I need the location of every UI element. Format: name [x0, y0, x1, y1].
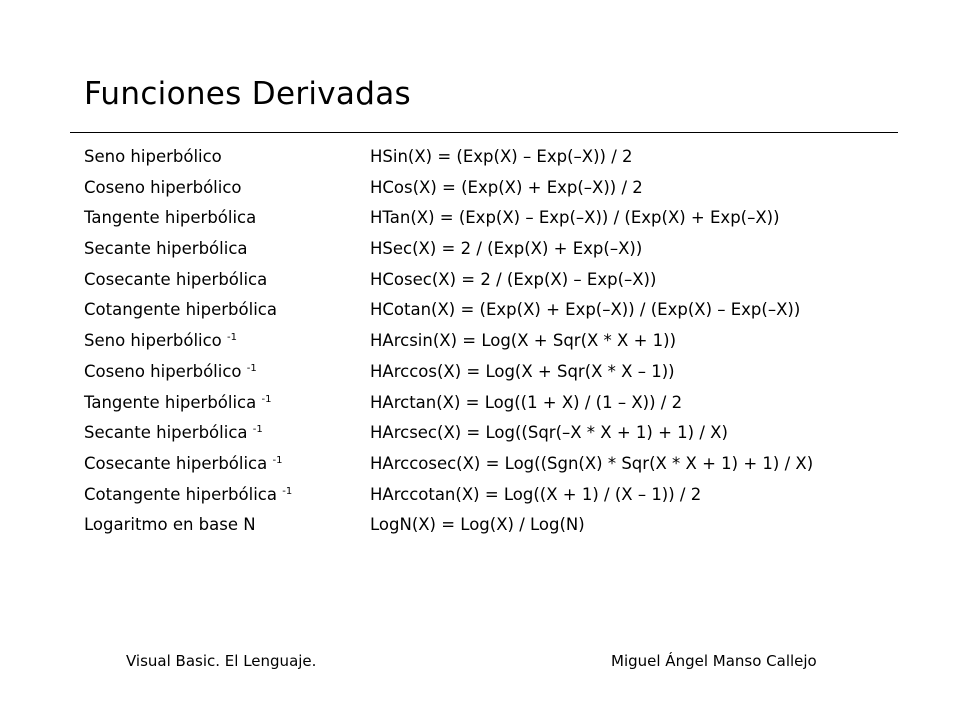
function-row [84, 142, 914, 173]
function-name: Secante hiperbólica [84, 239, 248, 259]
function-name: Coseno hiperbólico [84, 177, 242, 197]
function-name: Cotangente hiperbólica [84, 300, 277, 320]
function-row [84, 480, 914, 511]
function-row [84, 295, 914, 326]
function-row [84, 326, 914, 357]
function-formula: HCotan(X) = (Exp(X) + Exp(–X)) / (Exp(X) – Exp(–X)) [370, 300, 801, 320]
title-divider [70, 132, 898, 133]
function-name: Cosecante hiperbólica $^{-1}$ [84, 453, 283, 473]
function-name: Cosecante hiperbólica [84, 269, 268, 289]
footer-author: Miguel Ángel Manso Callejo [611, 652, 817, 670]
function-formula: HArccotan(X) = Log((X + 1) / (X – 1)) / 2 [370, 484, 702, 504]
function-list [84, 142, 914, 541]
function-row [84, 265, 914, 296]
function-formula: HArccosec(X) = Log((Sgn(X) * Sqr(X * X + 1) + 1) / X) [370, 453, 814, 473]
function-formula: HSin(X) = (Exp(X) – Exp(–X)) / 2 [370, 147, 633, 166]
function-row [84, 449, 914, 480]
function-name: Secante hiperbólica $^{-1}$ [84, 423, 263, 443]
function-name: Seno hiperbólico [84, 147, 222, 166]
function-name: Logaritmo en base N [84, 515, 256, 535]
footer-book-title: Visual Basic. El Lenguaje. [126, 652, 317, 670]
function-name: Coseno hiperbólico $^{-1}$ [84, 361, 257, 381]
function-row [84, 388, 914, 419]
function-row [84, 510, 914, 541]
function-formula: HArcsec(X) = Log((Sqr(–X * X + 1) + 1) / X) [370, 423, 728, 443]
function-name: Seno hiperbólico $^{-1}$ [84, 331, 238, 351]
function-formula: HArcsin(X) = Log(X + Sqr(X * X + 1)) [370, 331, 677, 351]
function-row [84, 203, 914, 234]
function-row [84, 173, 914, 204]
function-name: Tangente hiperbólica $^{-1}$ [84, 392, 272, 412]
page-title: Funciones Derivadas [84, 76, 411, 112]
function-name: Tangente hiperbólica [84, 208, 257, 228]
function-formula: HCos(X) = (Exp(X) + Exp(–X)) / 2 [370, 177, 643, 197]
function-formula: HArccos(X) = Log(X + Sqr(X * X – 1)) [370, 361, 675, 381]
function-formula: LogN(X) = Log(X) / Log(N) [370, 515, 585, 535]
function-name: Cotangente hiperbólica $^{-1}$ [84, 484, 293, 504]
function-formula: HCosec(X) = 2 / (Exp(X) – Exp(–X)) [370, 269, 657, 289]
function-row [84, 418, 914, 449]
function-formula: HArctan(X) = Log((1 + X) / (1 – X)) / 2 [370, 392, 683, 412]
function-row [84, 234, 914, 265]
function-formula: HTan(X) = (Exp(X) – Exp(–X)) / (Exp(X) + Exp(–X)) [370, 208, 780, 228]
function-formula: HSec(X) = 2 / (Exp(X) + Exp(–X)) [370, 239, 643, 259]
function-row [84, 357, 914, 388]
